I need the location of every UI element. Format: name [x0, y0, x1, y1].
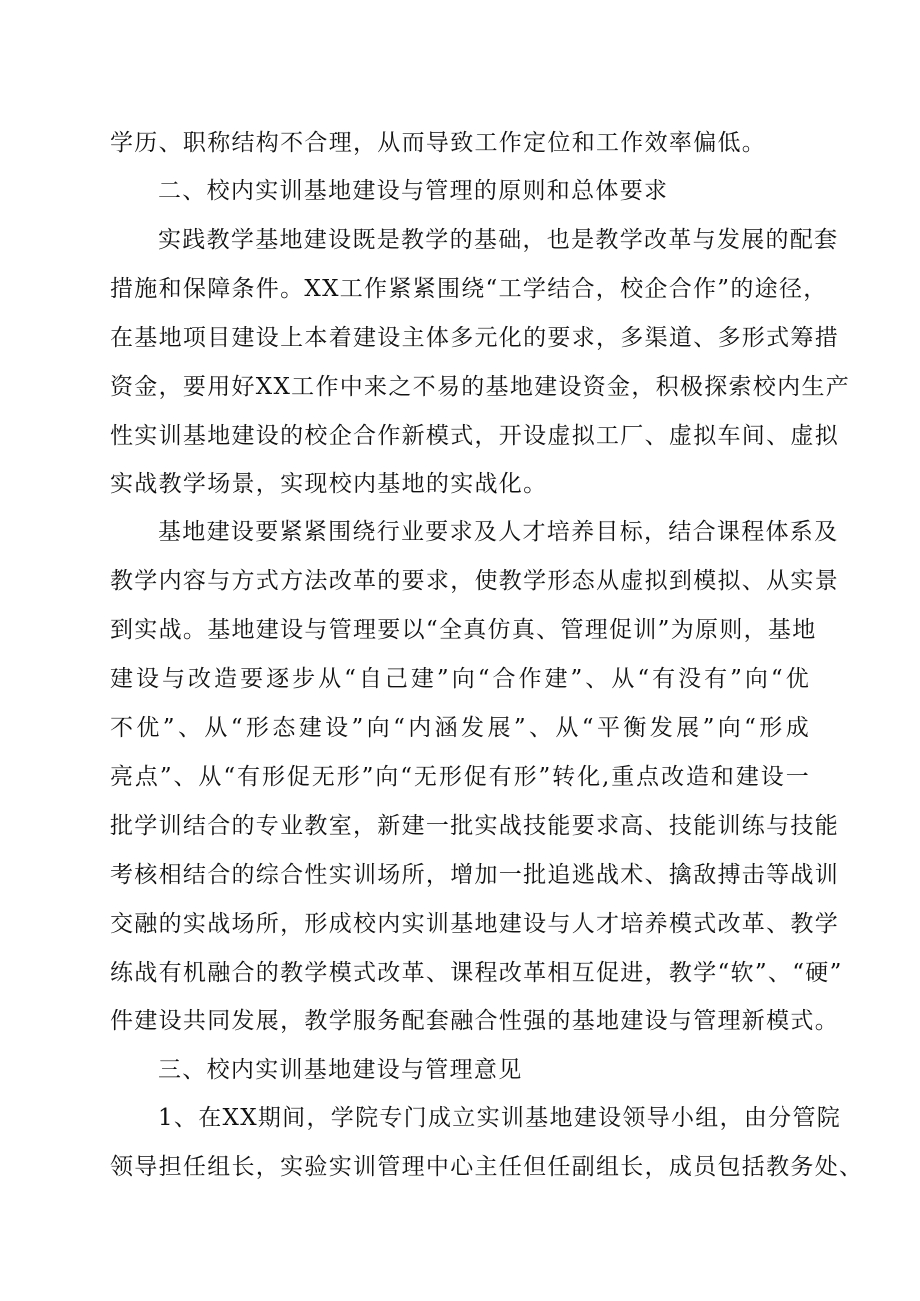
text-line: 交融的实战场所，形成校内实训基地建设与人才培养模式改革、教学 [110, 911, 839, 937]
section-heading: 二、校内实训基地建设与管理的原则和总体要求 [158, 178, 669, 204]
text-line: 基地建设要紧紧围绕行业要求及人才培养目标，结合课程体系及 [158, 519, 839, 545]
text-line: 学历、职称结构不合理，从而导致工作定位和工作效率偏低。 [110, 130, 767, 156]
text-line: 实战教学场景，实现校内基地的实战化。 [110, 471, 548, 497]
text-line: 1、在XX期间，学院专门成立实训基地建设领导小组，由分管院 [158, 1105, 842, 1131]
text-line: 领导担任组长，实验实训管理中心主任但任副组长，成员包括教务处、 [110, 1154, 864, 1180]
text-line: 亮点”、从“有形促无形”向“无形促有形”转化,重点改造和建设一 [110, 764, 810, 790]
text-line: 练战有机融合的教学模式改革、课程改革相互促进，教学“软”、“硬” [110, 960, 843, 986]
text-line: 性实训基地建设的校企合作新模式，开设虚拟工厂、虚拟车间、虚拟 [110, 423, 839, 449]
text-line: 资金，要用好XX工作中来之不易的基地建设资金，积极探索校内生产 [110, 374, 851, 400]
text-line: 实践教学基地建设既是教学的基础，也是教学改革与发展的配套 [158, 227, 839, 253]
text-line: 在基地项目建设上本着建设主体多元化的要求，多渠道、多形式筹措 [110, 325, 839, 351]
text-line: 批学训结合的专业教室，新建一批实战技能要求高、技能训练与技能 [110, 813, 839, 839]
text-line: 不优”、从“形态建设”向“内涵发展”、从“平衡发展”向“形成 [110, 715, 810, 741]
text-line: 件建设共同发展，教学服务配套融合性强的基地建设与管理新模式。 [110, 1008, 839, 1034]
text-line: 建设与改造要逐步从“自己建”向“合作建”、从“有没有”向“优 [110, 666, 810, 692]
text-line: 教学内容与方式方法改革的要求，使教学形态从虚拟到模拟、从实景 [110, 568, 839, 594]
text-line: 到实战。基地建设与管理要以“全真仿真、管理促训”为原则，基地 [110, 617, 817, 643]
text-line: 考核相结合的综合性实训场所，增加一批追逃战术、擒敌搏击等战训 [110, 862, 839, 888]
section-heading: 三、校内实训基地建设与管理意见 [158, 1057, 523, 1083]
text-line: 措施和保障条件。XX工作紧紧围绕“工学结合，校企合作”的途径， [110, 276, 828, 302]
